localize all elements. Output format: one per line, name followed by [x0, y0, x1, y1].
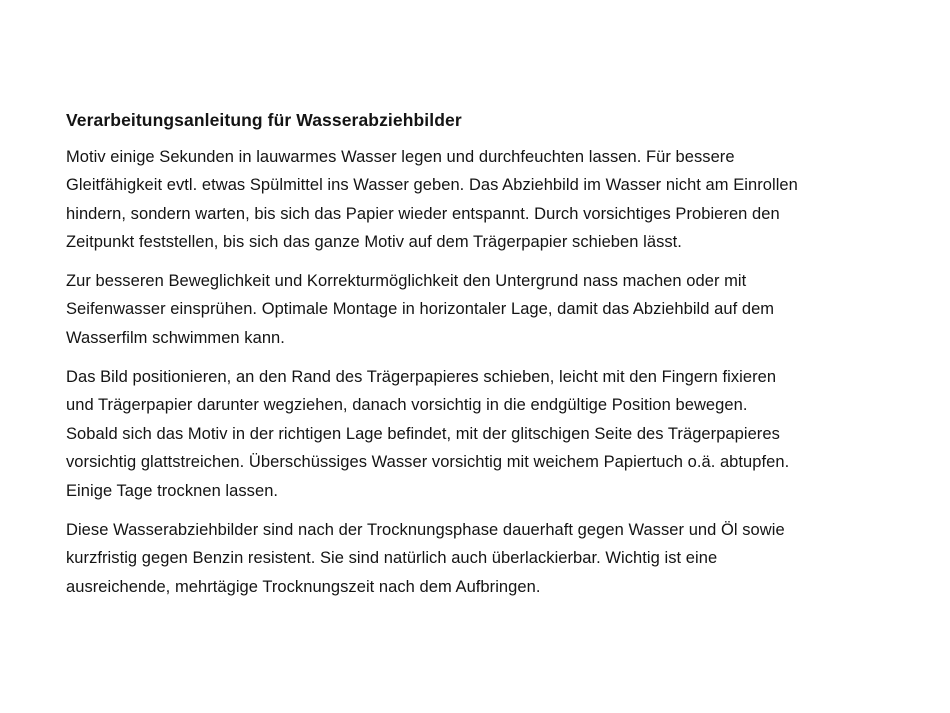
text-line: Einige Tage trocknen lassen. [66, 482, 279, 501]
text-line: Wasserfilm schwimmen kann. [66, 329, 285, 348]
paragraph-surface-preparation [66, 267, 890, 353]
text-line: Das Bild positionieren, an den Rand des Trägerpapieres schieben, leicht mit den Fingern fixieren [66, 367, 777, 386]
text-line: Zeitpunkt feststellen, bis sich das ganze Motiv auf dem Trägerpapier schieben lässt. [66, 233, 682, 252]
text-line: hindern, sondern warten, bis sich das Papier wieder entspannt. Durch vorsichtiges Probieren den [66, 204, 780, 223]
text-line: Diese Wasserabziehbilder sind nach der Trocknungsphase dauerhaft gegen Wasser und Öl sowie [66, 520, 785, 539]
text-line: ausreichende, mehrtägige Trocknungszeit nach dem Aufbringen. [66, 577, 541, 596]
text-line: Sobald sich das Motiv in der richtigen Lage befindet, mit der glitschigen Seite des Trägerpapieres [66, 424, 780, 443]
paragraph-drying-resistance [66, 516, 890, 602]
paragraph-positioning-instructions [66, 363, 890, 506]
text-line: kurzfristig gegen Benzin resistent. Sie sind natürlich auch überlackierbar. Wichtig ist eine [66, 549, 718, 568]
text-line: vorsichtig glattstreichen. Überschüssiges Wasser vorsichtig mit weichem Papiertuch o.ä. abtupfen. [66, 453, 790, 472]
text-line: Zur besseren Beweglichkeit und Korrekturmöglichkeit den Untergrund nass machen oder mit [66, 271, 747, 290]
text-line: Gleitfähigkeit evtl. etwas Spülmittel ins Wasser geben. Das Abziehbild im Wasser nicht am Einrollen [66, 176, 798, 195]
paragraph-soaking-instructions [66, 143, 890, 257]
text-line: Seifenwasser einsprühen. Optimale Montage in horizontaler Lage, damit das Abziehbild auf dem [66, 300, 775, 319]
text-line: Motiv einige Sekunden in lauwarmes Wasser legen und durchfeuchten lassen. Für bessere [66, 147, 735, 166]
document-title: Verarbeitungsanleitung für Wasserabziehbilder [66, 110, 462, 130]
text-line: und Trägerpapier darunter wegziehen, danach vorsichtig in die endgültige Position bewegen. [66, 396, 748, 415]
